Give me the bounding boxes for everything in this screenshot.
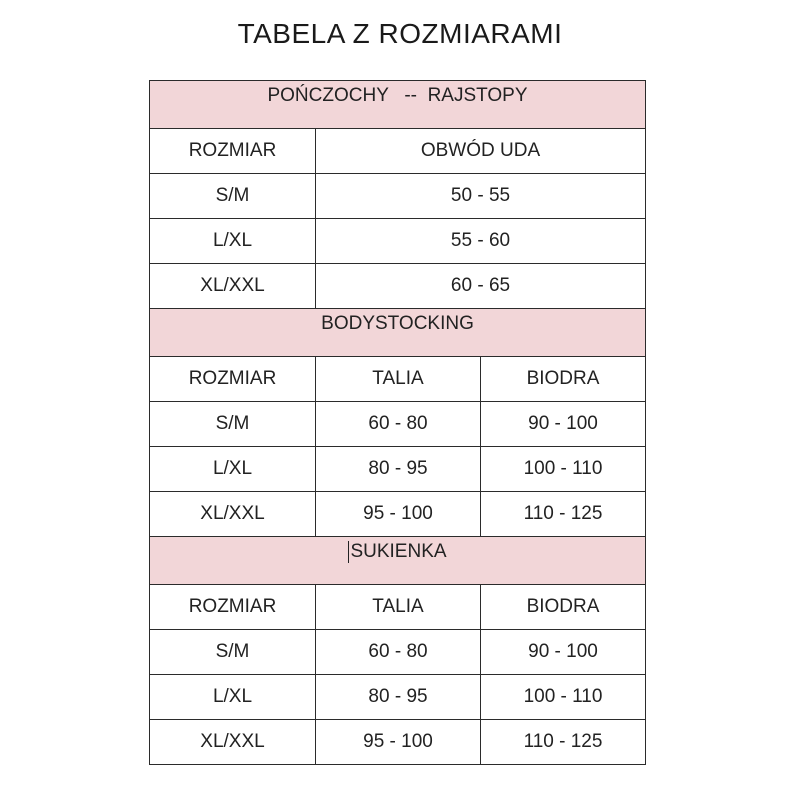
column-header: OBWÓD UDA — [316, 129, 646, 174]
section-title: POŃCZOCHY -- RAJSTOPY — [150, 81, 646, 129]
value-cell: 100 - 110 — [481, 447, 646, 492]
size-cell: S/M — [150, 174, 316, 219]
table-row — [150, 264, 646, 309]
size-cell: S/M — [150, 402, 316, 447]
value-cell: 95 - 100 — [316, 720, 481, 765]
value-cell: 95 - 100 — [316, 492, 481, 537]
section-title: SUKIENKA — [150, 537, 646, 585]
column-header-row — [150, 129, 646, 174]
size-cell: S/M — [150, 630, 316, 675]
value-cell: 60 - 80 — [316, 630, 481, 675]
section-header-row — [150, 309, 646, 357]
value-cell: 80 - 95 — [316, 447, 481, 492]
value-cell: 100 - 110 — [481, 675, 646, 720]
value-cell: 80 - 95 — [316, 675, 481, 720]
value-cell: 90 - 100 — [481, 630, 646, 675]
value-cell: 90 - 100 — [481, 402, 646, 447]
section-header-row — [150, 81, 646, 129]
table-row — [150, 630, 646, 675]
table-row — [150, 219, 646, 264]
column-header: ROZMIAR — [150, 129, 316, 174]
page-title: TABELA Z ROZMIARAMI — [237, 18, 563, 49]
size-cell: XL/XXL — [150, 492, 316, 537]
size-cell: L/XL — [150, 675, 316, 720]
column-header: ROZMIAR — [150, 585, 316, 630]
table-row — [150, 675, 646, 720]
table-row — [150, 174, 646, 219]
section-title: BODYSTOCKING — [150, 309, 646, 357]
size-cell: L/XL — [150, 219, 316, 264]
section-header-row — [150, 537, 646, 585]
table-row — [150, 720, 646, 765]
table-row — [150, 447, 646, 492]
size-cell: XL/XXL — [150, 720, 316, 765]
value-cell: 60 - 80 — [316, 402, 481, 447]
size-cell: XL/XXL — [150, 264, 316, 309]
column-header: BIODRA — [481, 357, 646, 402]
column-header: TALIA — [316, 357, 481, 402]
column-header-row — [150, 585, 646, 630]
size-cell: L/XL — [150, 447, 316, 492]
column-header: BIODRA — [481, 585, 646, 630]
table-row — [150, 402, 646, 447]
value-cell: 50 - 55 — [316, 174, 646, 219]
table-row — [150, 492, 646, 537]
value-cell: 60 - 65 — [316, 264, 646, 309]
column-header: ROZMIAR — [150, 357, 316, 402]
value-cell: 110 - 125 — [481, 720, 646, 765]
column-header: TALIA — [316, 585, 481, 630]
value-cell: 110 - 125 — [481, 492, 646, 537]
value-cell: 55 - 60 — [316, 219, 646, 264]
size-table — [149, 80, 646, 765]
column-header-row — [150, 357, 646, 402]
